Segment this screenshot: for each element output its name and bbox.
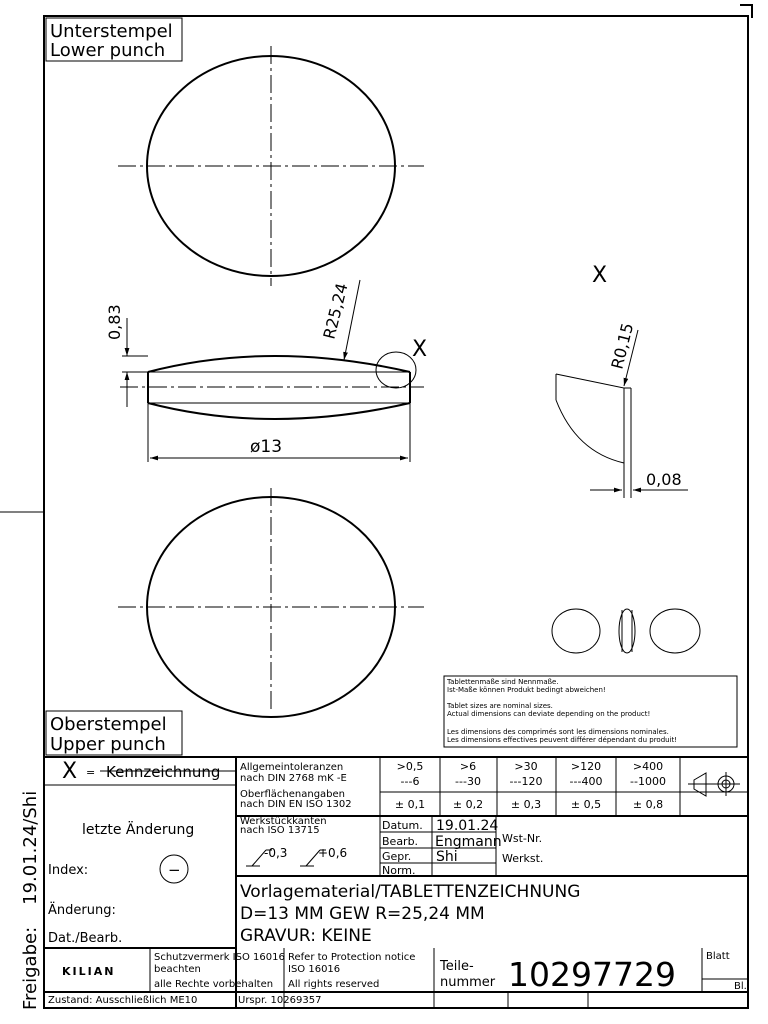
drawing-title: Vorlagematerial/TABLETTENZEICHNUNG <box>240 882 581 902</box>
release-stamp: Freigabe:19.01.24/Shi <box>20 790 41 1010</box>
datum-label: Datum. <box>382 819 423 832</box>
gepr-value: Shi <box>436 849 458 865</box>
tol-header-bottom: ---120 <box>509 775 543 788</box>
protection-en: Refer to Protection notice <box>288 952 416 963</box>
tablet-side-view <box>120 280 424 462</box>
marking-symbol: X <box>62 759 78 784</box>
nominal-size-notes <box>444 676 737 747</box>
change-label: Änderung: <box>48 903 116 918</box>
index-label: Index: <box>48 863 89 878</box>
protection-en-2: ISO 16016 <box>288 964 341 975</box>
detail-callout: X <box>412 337 428 362</box>
engraving-note: GRAVUR: KEINE <box>240 926 372 946</box>
part-label-1: Teile- <box>440 959 474 974</box>
origin-number: Urspr. 10269357 <box>238 995 322 1006</box>
tol-header-top: >400 <box>632 760 664 773</box>
edge-spec-std: nach ISO 13715 <box>240 825 320 836</box>
svg-text:Tablettenmaße sind Nennmaße.: Tablettenmaße sind Nennmaße. <box>447 678 559 686</box>
marking-eq: = <box>86 766 96 779</box>
wst-nr-label: Wst-Nr. <box>502 832 543 845</box>
last-change-label: letzte Änderung <box>82 822 195 838</box>
svg-text:Oberstempel: Oberstempel <box>50 714 167 735</box>
edge-value-1: -0,3 <box>264 846 288 860</box>
protection-de-3: alle Rechte vorbehalten <box>154 979 274 990</box>
detail-edge-radius: R0,15 <box>607 321 638 371</box>
tol-value: ± 0,1 <box>394 798 426 811</box>
detail-title: X <box>592 263 608 288</box>
svg-text:Upper punch: Upper punch <box>50 734 166 755</box>
bearb-label: Bearb. <box>382 835 419 848</box>
edge-value-2: +0,6 <box>318 846 348 860</box>
tol-value: ± 0,5 <box>570 798 602 811</box>
svg-text:Les dimensions des comprimés s: Les dimensions des comprimés sont les dimensions nominales. <box>447 728 669 736</box>
surface-spec: Oberflächenangaben <box>240 789 346 800</box>
gepr-label: Gepr. <box>382 850 412 863</box>
upper-punch-label <box>46 711 182 755</box>
tolerance-table <box>395 760 666 811</box>
sheet-label: Blatt <box>706 951 730 962</box>
tol-header-bottom: ---30 <box>455 775 481 788</box>
drawing-subtitle: D=13 MM GEW R=25,24 MM <box>240 904 485 924</box>
bearb-value: Engmann <box>435 834 502 850</box>
protection-en-3: All rights reserved <box>288 979 380 990</box>
tablet-thumbnail-icons <box>552 609 700 653</box>
dim-cup-height: 0,83 <box>105 304 124 340</box>
tol-value: ± 0,8 <box>632 798 664 811</box>
dim-radius: R25,24 <box>319 281 352 341</box>
general-tolerance: Allgemeintoleranzen <box>240 762 344 773</box>
general-tolerance-std: nach DIN 2768 mK -E <box>240 773 347 784</box>
part-number: 10297729 <box>508 955 676 994</box>
tol-value: ± 0,3 <box>510 798 542 811</box>
lower-punch-label <box>46 18 182 61</box>
detail-land: 0,08 <box>646 470 682 489</box>
upper-punch-view <box>118 488 424 717</box>
edge-spec: Werkstückkanten <box>240 816 327 827</box>
company-logo: KILIAN <box>62 965 116 978</box>
tol-header-top: >120 <box>570 760 602 773</box>
svg-text:Unterstempel: Unterstempel <box>50 21 173 42</box>
tol-header-top: >6 <box>459 760 477 773</box>
dim-diameter: ø13 <box>250 437 283 457</box>
dat-bearb-label: Dat./Bearb. <box>48 931 123 946</box>
werkst-label: Werkst. <box>502 852 544 865</box>
tol-header-bottom: ---6 <box>400 775 420 788</box>
status-note: Zustand: Ausschließlich ME10 <box>48 995 198 1006</box>
tol-header-top: >30 <box>514 760 538 773</box>
svg-text:Actual dimensions can deviate: Actual dimensions can deviate depending on the product! <box>447 710 651 718</box>
svg-text:Les dimensions effectives peuv: Les dimensions effectives peuvent différer dépendant du produit! <box>447 736 678 744</box>
svg-text:Tablet sizes are nominal sizes: Tablet sizes are nominal sizes. <box>447 702 553 710</box>
part-label-2: nummer <box>440 975 496 990</box>
tol-header-top: >0,5 <box>396 760 424 773</box>
tol-header-bottom: ---400 <box>569 775 603 788</box>
lower-punch-view <box>118 46 424 286</box>
norm-label: Norm. <box>382 864 416 877</box>
surface-spec-std: nach DIN EN ISO 1302 <box>240 799 352 810</box>
tol-header-bottom: --1000 <box>630 775 666 788</box>
sheet-bl: Bl. <box>734 981 747 992</box>
index-value: − <box>168 861 181 879</box>
protection-de: Schutzvermerk ISO 16016 <box>154 952 285 963</box>
protection-de-2: beachten <box>154 964 201 975</box>
marking-text: Kennzeichnung <box>106 763 221 781</box>
svg-text:Lower punch: Lower punch <box>50 40 166 61</box>
datum-value: 19.01.24 <box>436 818 499 834</box>
tol-value: ± 0,2 <box>452 798 484 811</box>
svg-text:Ist-Maße können Produkt beding: Ist-Maße können Produkt bedingt abweichen! <box>447 686 606 694</box>
